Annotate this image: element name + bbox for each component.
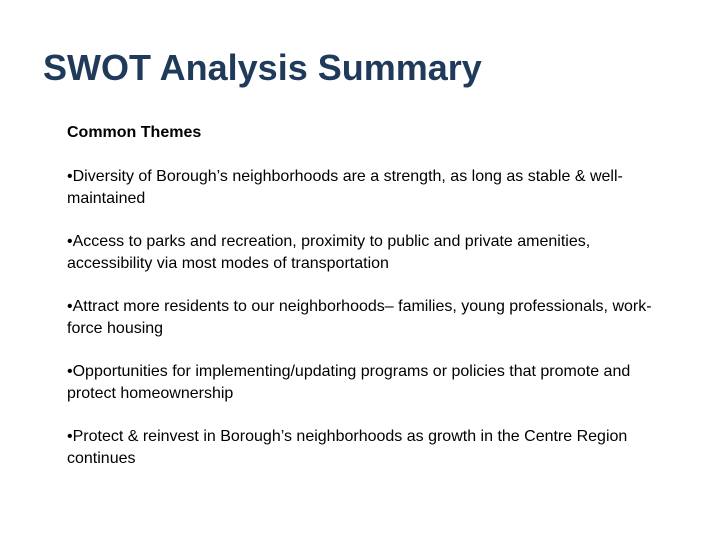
slide-body <box>67 122 667 469</box>
bullet-list <box>67 166 667 469</box>
bullet-item: •Attract more residents to our neighborhoods– families, young professionals, work-force housing <box>67 298 652 337</box>
section-heading: Common Themes <box>67 124 202 141</box>
bullet-item: •Access to parks and recreation, proximity to public and private amenities, accessibility via most modes of transportation <box>67 233 591 272</box>
bullet-item: •Diversity of Borough’s neighborhoods are a strength, as long as stable & well-maintained <box>67 168 623 207</box>
slide-title: SWOT Analysis Summary <box>43 47 482 88</box>
bullet-item: •Protect & reinvest in Borough’s neighborhoods as growth in the Centre Region continues <box>67 428 628 467</box>
bullet-item: •Opportunities for implementing/updating programs or policies that promote and protect homeownership <box>67 363 631 402</box>
